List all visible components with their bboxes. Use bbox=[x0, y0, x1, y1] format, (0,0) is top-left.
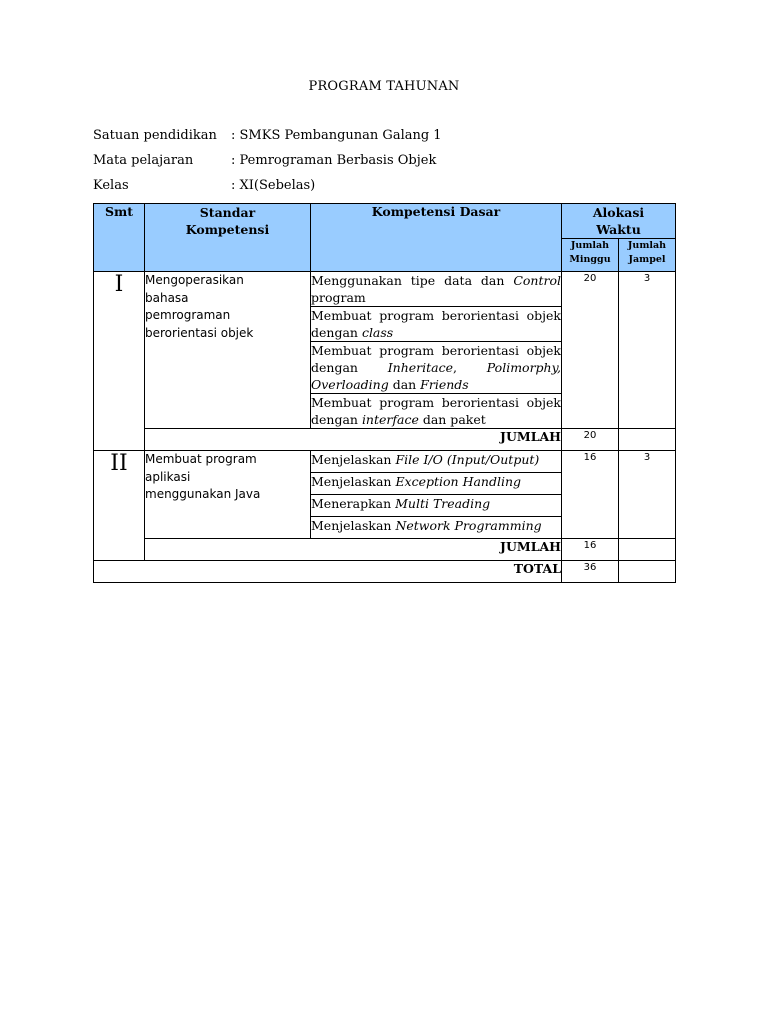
total-jampel bbox=[619, 561, 676, 583]
info-value: : SMKS Pembangunan Galang 1 bbox=[231, 128, 442, 143]
header-jumlah-jampel: Jumlah Jampel bbox=[619, 239, 676, 272]
kompetensi-dasar-cell: Menggunakan tipe data dan Control program bbox=[311, 273, 561, 305]
jumlah-minggu-cell: 20 bbox=[562, 272, 619, 429]
header-jumlah-minggu: Jumlah Minggu bbox=[562, 239, 619, 272]
kompetensi-dasar-cell: Menjelaskan File I/O (Input/Output) bbox=[311, 451, 562, 473]
jumlah-label: JUMLAH bbox=[145, 429, 562, 451]
header-kompetensi-dasar: Kompetensi Dasar bbox=[311, 204, 562, 272]
kompetensi-dasar-cell: Membuat program berorientasi objek dengan Inheritace, Polimorphy, Overloading dan Friends bbox=[311, 343, 561, 392]
standar-kompetensi-cell: Membuat program aplikasi menggunakan Java bbox=[145, 451, 311, 539]
info-value: : Pemrograman Berbasis Objek bbox=[231, 153, 437, 168]
jumlah-jampel-cell: 3 bbox=[619, 272, 676, 429]
program-table bbox=[93, 203, 676, 583]
jumlah-jampel-cell: 3 bbox=[619, 451, 676, 539]
total-minggu: 36 bbox=[562, 561, 619, 583]
header-smt: Smt bbox=[94, 204, 145, 272]
jumlah-label: JUMLAH bbox=[145, 539, 562, 561]
info-label: Kelas bbox=[93, 178, 129, 193]
semester-cell: II bbox=[94, 451, 145, 561]
info-label: Mata pelajaran bbox=[93, 153, 194, 168]
kompetensi-dasar-cell: Membuat program berorientasi objek dengan interface dan paket bbox=[311, 395, 561, 427]
jumlah-minggu-cell: 16 bbox=[562, 451, 619, 539]
kompetensi-dasar-cell: Menjelaskan Network Programming bbox=[311, 517, 562, 539]
header-alokasi-waktu: Alokasi Waktu bbox=[562, 204, 676, 239]
jumlah-minggu-total: 20 bbox=[562, 429, 619, 451]
jumlah-jampel-total bbox=[619, 539, 676, 561]
kompetensi-dasar-cell: Membuat program berorientasi objek dengan class bbox=[311, 308, 561, 340]
kompetensi-dasar-cell: Menjelaskan Exception Handling bbox=[311, 473, 562, 495]
semester-cell: I bbox=[94, 272, 145, 451]
info-label: Satuan pendidikan bbox=[93, 128, 217, 143]
page-title: PROGRAM TAHUNAN bbox=[308, 79, 460, 94]
jumlah-minggu-total: 16 bbox=[562, 539, 619, 561]
jumlah-jampel-total bbox=[619, 429, 676, 451]
total-label: TOTAL bbox=[94, 561, 562, 583]
info-value: : XI(Sebelas) bbox=[231, 178, 316, 193]
kompetensi-dasar-cell: Menerapkan Multi Treading bbox=[311, 495, 562, 517]
header-standar-kompetensi: Standar Kompetensi bbox=[145, 204, 311, 272]
standar-kompetensi-cell: Mengoperasikan bahasa pemrograman berorientasi objek bbox=[145, 272, 311, 429]
